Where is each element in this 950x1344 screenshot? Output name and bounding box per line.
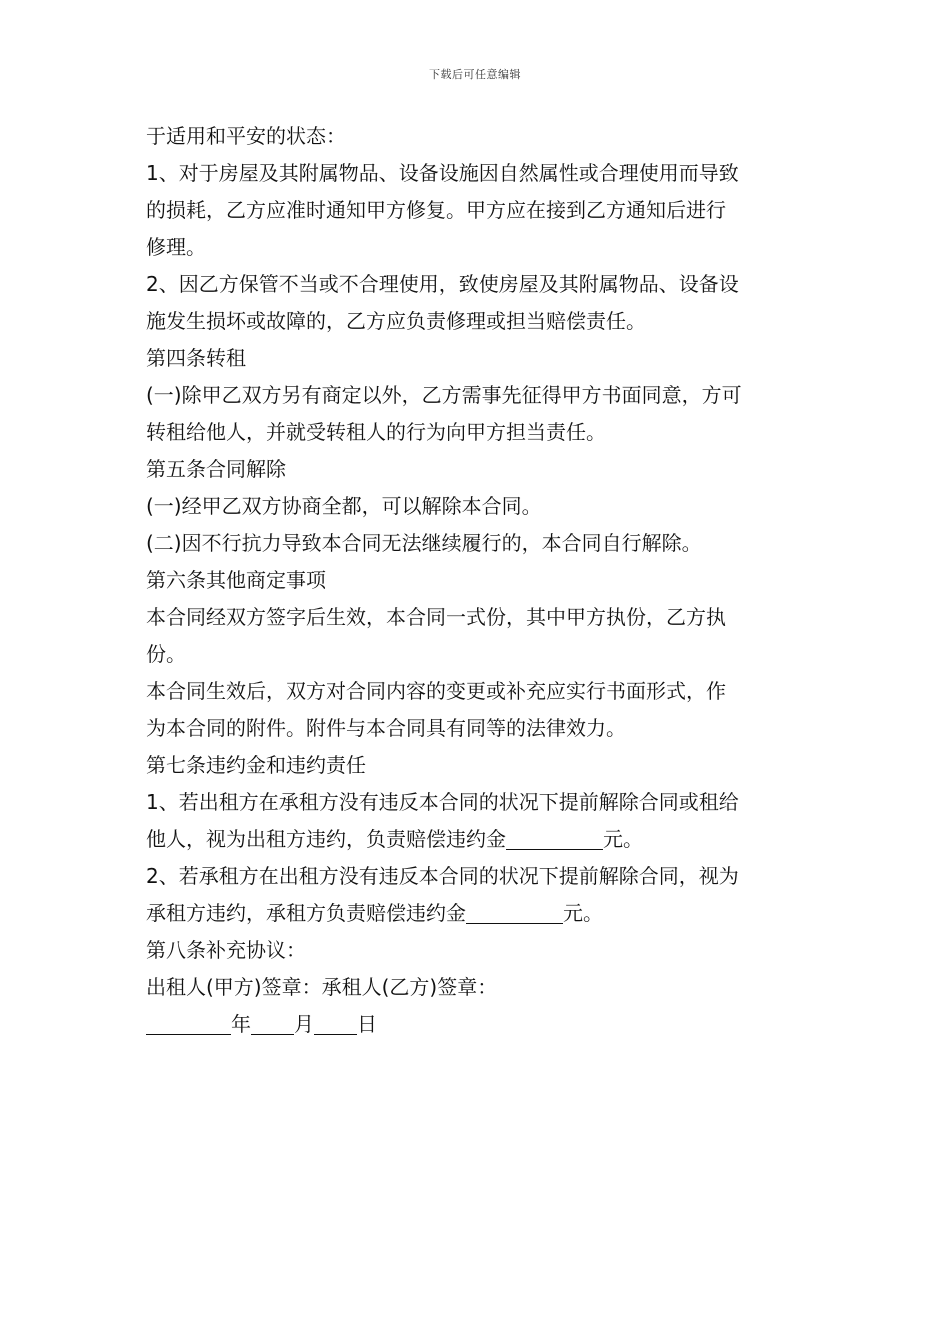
text-line: (一)除甲乙双方另有商定以外，乙方需事先征得甲方书面同意，方可 — [146, 383, 742, 407]
penalty-line-lessor — [146, 821, 810, 858]
text-line: 份。 — [146, 642, 186, 666]
text-line: 修理。 — [146, 235, 206, 259]
page-header: 下载后可任意编辑 — [429, 68, 521, 81]
document-body — [146, 118, 810, 1043]
month-label: 月 — [294, 1012, 314, 1036]
penalty-text: 他人，视为出租方违约，负责赔偿违约金 — [146, 827, 506, 851]
month-blank[interactable] — [251, 1012, 294, 1035]
text-line: 2、因乙方保管不当或不合理使用，致使房屋及其附属物品、设备设 — [146, 272, 739, 296]
text-line: 为本合同的附件。附件与本合同具有同等的法律效力。 — [146, 716, 626, 740]
penalty-unit: 元。 — [603, 827, 643, 851]
text-line: 本合同经双方签字后生效，本合同一式份，其中甲方执份，乙方执 — [146, 605, 726, 629]
section-heading: 第七条违约金和违约责任 — [146, 753, 366, 777]
signature-line: 出租人(甲方)签章：承租人(乙方)签章： — [146, 975, 498, 999]
penalty-line-lessee — [146, 895, 810, 932]
day-blank[interactable] — [314, 1012, 357, 1035]
penalty-unit: 元。 — [563, 901, 603, 925]
section-heading: 第四条转租 — [146, 346, 246, 370]
year-blank[interactable] — [146, 1012, 231, 1035]
text-line: 转租给他人，并就受转租人的行为向甲方担当责任。 — [146, 420, 606, 444]
text-line: 1、若出租方在承租方没有违反本合同的状况下提前解除合同或租给 — [146, 790, 739, 814]
penalty-text: 承租方违约，承租方负责赔偿违约金 — [146, 901, 466, 925]
year-label: 年 — [231, 1012, 251, 1036]
text-line: 本合同生效后，双方对合同内容的变更或补充应实行书面形式，作 — [146, 679, 726, 703]
text-line: 2、若承租方在出租方没有违反本合同的状况下提前解除合同，视为 — [146, 864, 739, 888]
day-label: 日 — [357, 1012, 377, 1036]
text-line: 施发生损坏或故障的，乙方应负责修理或担当赔偿责任。 — [146, 309, 646, 333]
text-line: (二)因不行抗力导致本合同无法继续履行的，本合同自行解除。 — [146, 531, 702, 555]
section-heading: 第八条补充协议： — [146, 938, 306, 962]
text-line: 的损耗，乙方应准时通知甲方修复。甲方应在接到乙方通知后进行 — [146, 198, 726, 222]
penalty-amount-blank[interactable] — [466, 901, 563, 924]
section-heading: 第六条其他商定事项 — [146, 568, 326, 592]
penalty-amount-blank[interactable] — [506, 827, 603, 850]
section-heading: 第五条合同解除 — [146, 457, 286, 481]
text-line: 于适用和平安的状态： — [146, 124, 346, 148]
text-line: 1、对于房屋及其附属物品、设备设施因自然属性或合理使用而导致 — [146, 161, 739, 185]
date-line — [146, 1006, 810, 1043]
text-line: (一)经甲乙双方协商全都，可以解除本合同。 — [146, 494, 542, 518]
